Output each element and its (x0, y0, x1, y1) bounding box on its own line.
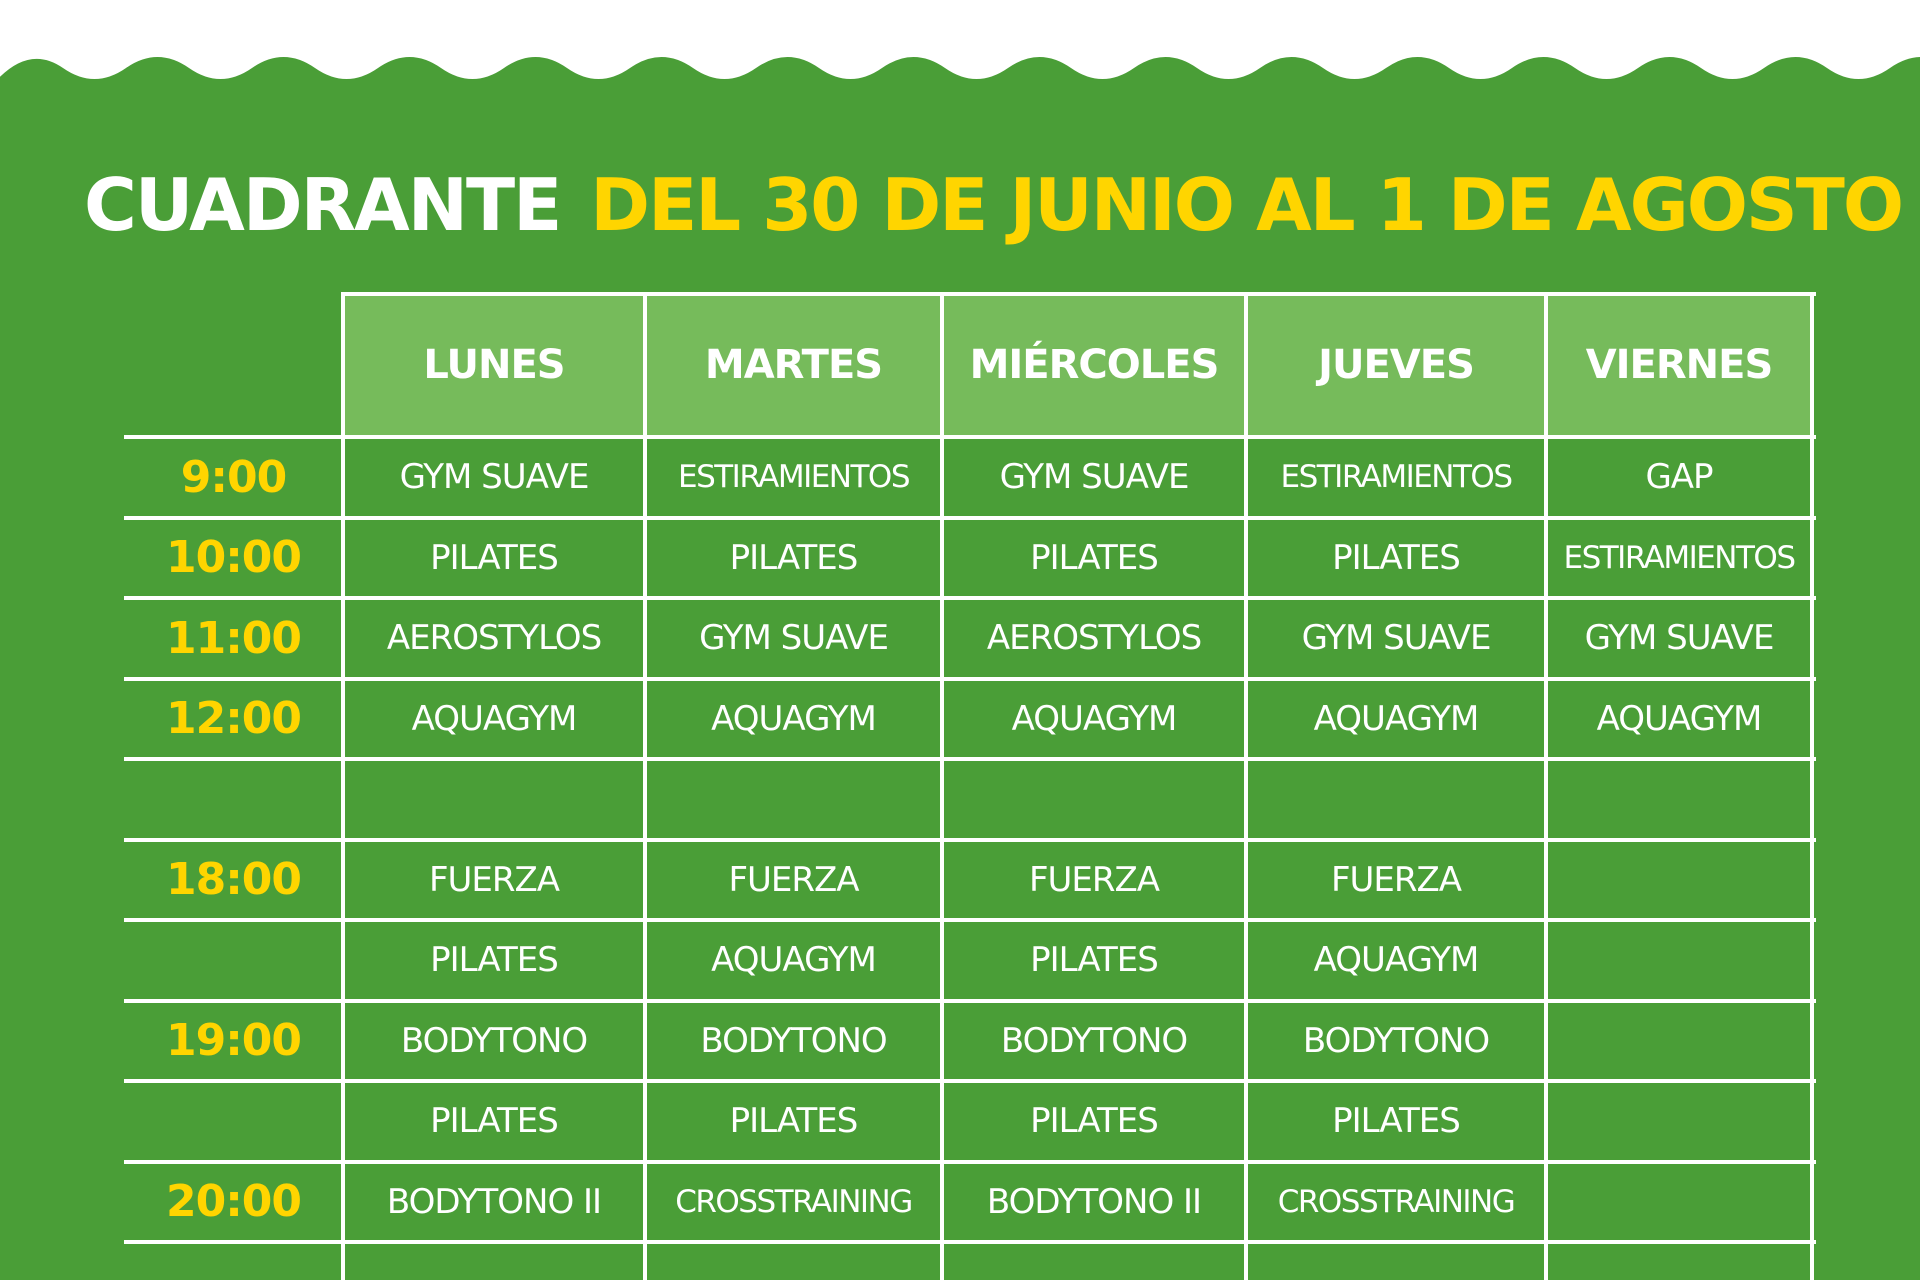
header-top-line (343, 292, 1816, 296)
class-cell: AQUAGYM (1313, 940, 1479, 981)
class-cell: BODYTONO (400, 1020, 588, 1061)
class-cell: PILATES (1030, 537, 1158, 578)
row-divider (124, 918, 1816, 922)
class-cell: FUERZA (728, 859, 859, 900)
title-dates: DEL 30 DE JUNIO AL 1 DE AGOSTO (590, 163, 1903, 247)
class-cell (1546, 1001, 1812, 1082)
class-cell: PILATES (1332, 537, 1460, 578)
class-cell: GYM SUAVE (399, 457, 589, 498)
day-header-3: MIÉRCOLES (942, 292, 1246, 437)
class-cell (942, 759, 1246, 840)
day-header-1: LUNES (343, 292, 645, 437)
class-cell: AQUAGYM (711, 698, 876, 739)
title-prefix: CUADRANTE (84, 163, 561, 247)
class-cell: PILATES (729, 1101, 858, 1142)
class-cell: GYM SUAVE (999, 457, 1189, 498)
row-divider (124, 1240, 1816, 1244)
column-divider (1244, 292, 1248, 1280)
class-cell: FUERZA (1330, 859, 1462, 900)
class-cell: PILATES (430, 940, 558, 981)
column-divider (643, 292, 647, 1280)
time-label: 20:00 (165, 1176, 302, 1228)
class-cell: ESTIRAMIENTOS (677, 459, 909, 496)
class-cell (1546, 840, 1812, 921)
class-cell: GYM SUAVE (1301, 618, 1491, 659)
column-divider (940, 292, 944, 1280)
class-cell: GYM SUAVE (699, 618, 888, 659)
class-cell: CROSSTRAINING (675, 1183, 912, 1220)
class-cell: FUERZA (1028, 859, 1160, 900)
row-divider (124, 435, 1816, 439)
class-cell: FUERZA (428, 859, 560, 900)
time-label: 9:00 (180, 451, 287, 503)
class-cell: AEROSTYLOS (386, 618, 602, 659)
class-cell (645, 759, 942, 840)
row-divider (124, 838, 1816, 842)
row-divider (124, 757, 1816, 761)
class-cell: GAP (1645, 457, 1713, 498)
class-cell: AQUAGYM (711, 940, 876, 981)
class-cell: AEROSTYLOS (986, 618, 1202, 659)
class-cell: ESTIRAMIENTOS (1563, 539, 1795, 576)
class-cell: PILATES (1030, 1101, 1158, 1142)
time-label (124, 1081, 343, 1162)
class-cell (1546, 1081, 1812, 1162)
class-cell: AQUAGYM (1596, 698, 1762, 739)
class-cell (1546, 759, 1812, 840)
class-cell: BODYTONO II (386, 1181, 602, 1222)
class-cell: AQUAGYM (1313, 698, 1479, 739)
column-divider (341, 292, 345, 1280)
class-cell: PILATES (430, 1101, 558, 1142)
class-cell: BODYTONO (1302, 1020, 1490, 1061)
class-cell: AQUAGYM (411, 698, 577, 739)
column-divider (1810, 292, 1814, 1280)
class-cell: GYM SUAVE (1584, 618, 1774, 659)
time-label (124, 759, 343, 840)
row-divider (124, 677, 1816, 681)
row-divider (124, 999, 1816, 1003)
time-label: 18:00 (165, 854, 302, 906)
row-divider (124, 1160, 1816, 1164)
time-label: 11:00 (165, 612, 302, 664)
time-label (124, 920, 343, 1001)
time-label: 19:00 (165, 1015, 302, 1067)
class-cell (1546, 1162, 1812, 1243)
row-divider (124, 516, 1816, 520)
time-label: 10:00 (165, 532, 302, 584)
row-divider (124, 596, 1816, 600)
day-header-5: VIERNES (1546, 292, 1812, 437)
column-divider (1544, 292, 1548, 1280)
row-divider (124, 1079, 1816, 1083)
class-cell: PILATES (1030, 940, 1158, 981)
class-cell: ESTIRAMIENTOS (1280, 459, 1512, 496)
time-label: 12:00 (165, 693, 302, 745)
day-header-2: MARTES (645, 292, 942, 437)
class-cell: AQUAGYM (1011, 698, 1177, 739)
day-header-4: JUEVES (1246, 292, 1546, 437)
class-cell: BODYTONO (700, 1020, 887, 1061)
class-cell: BODYTONO II (986, 1181, 1202, 1222)
class-cell: PILATES (729, 537, 858, 578)
class-cell: PILATES (430, 537, 558, 578)
class-cell (1246, 759, 1546, 840)
class-cell: PILATES (1332, 1101, 1460, 1142)
class-cell: CROSSTRAINING (1277, 1183, 1515, 1220)
class-cell (343, 759, 645, 840)
class-cell (1546, 920, 1812, 1001)
class-cell: BODYTONO (1000, 1020, 1188, 1061)
